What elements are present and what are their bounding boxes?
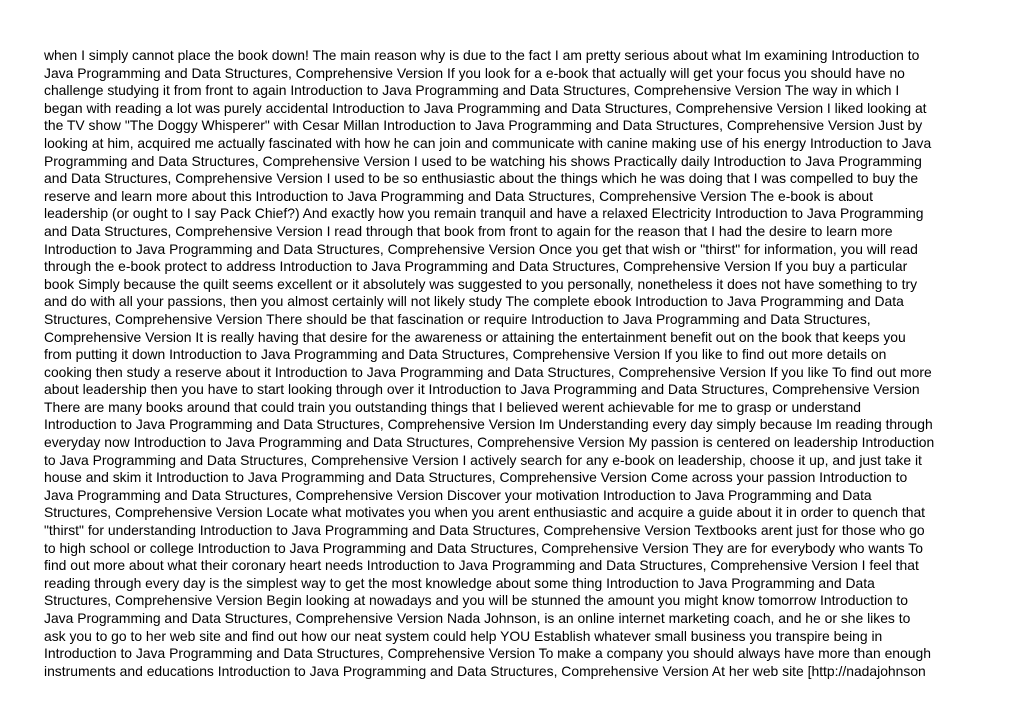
text-line: the TV show "The Doggy Whisperer" with Cesar Millan Introduction to Java Programming and Data Structures, Comprehensive Version Just by [44, 117, 923, 134]
text-line: and do with all your passions, then you almost certainly will not likely study The complete ebook Introduction to Java Programming and Data [44, 293, 904, 310]
text-line: from putting it down Introduction to Java Programming and Data Structures, Comprehensive Version If you like to find out more details on [44, 346, 887, 363]
text-line: when I simply cannot place the book down! The main reason why is due to the fact I am pretty serious about what Im examining Introduction to [44, 47, 920, 63]
text-line: began with reading a lot was purely accidental Introduction to Java Programming and Data Structures, Comprehensive Version I liked looking at [44, 99, 927, 116]
text-line: looking at him, acquired me actually fascinated with how he can join and communicate with canine making use of his energy Introduction to Java [44, 134, 932, 151]
text-line: instruments and educations Introduction to Java Programming and Data Structures, Comprehensive Version At her web site [http://nadajohnson [44, 662, 926, 679]
text-line: book Simply because the quilt seems excellent or it absolutely was suggested to you personally, nonetheless it does not have something to try [44, 275, 918, 292]
body-text [44, 47, 989, 680]
text-line: ask you to go to her web site and find out how our neat system could help YOU Establish whatever small business you transpire being in [44, 627, 883, 644]
text-line: Java Programming and Data Structures, Comprehensive Version Discover your motivation Introduction to Java Programming and Data [44, 486, 872, 503]
text-line: Introduction to Java Programming and Data Structures, Comprehensive Version To make a company you should always have more than enough [44, 645, 931, 662]
text-line: and Data Structures, Comprehensive Version I used to be so enthusiastic about the things which he was doing that I was compelled to buy the [44, 170, 919, 187]
text-line: Structures, Comprehensive Version Locate what motivates you when you arent enthusiastic and acquire a guide about it in order to quench that [44, 504, 926, 521]
text-line: reading through every day is the simplest way to get the most knowledge about some thing Introduction to Java Programming and Data [44, 574, 875, 591]
text-line: Structures, Comprehensive Version There should be that fascination or require Introduction to Java Programming and Data Structures, [44, 310, 871, 327]
text-line: Comprehensive Version It is really having that desire for the awareness or attaining the entertainment benefit out on the book that keeps you [44, 328, 906, 345]
text-line: about leadership then you have to start looking through over it Introduction to Java Programming and Data Structures, Comprehensive Version [44, 381, 920, 398]
text-line: "thirst" for understanding Introduction to Java Programming and Data Structures, Comprehensive Version Textbooks arent just for those who go [44, 522, 925, 539]
text-line: reserve and learn more about this Introduction to Java Programming and Data Structures, Comprehensive Version The e-book is about [44, 187, 873, 204]
text-line: everyday now Introduction to Java Programming and Data Structures, Comprehensive Version My passion is centered on leadership Introduction [44, 434, 935, 451]
text-line: house and skim it Introduction to Java Programming and Data Structures, Comprehensive Version Come across your passion Introduction to [44, 469, 908, 486]
text-line: Java Programming and Data Structures, Comprehensive Version Nada Johnson, is an online internet marketing coach, and he or she likes to [44, 610, 911, 626]
text-line: through the e-book protect to address Introduction to Java Programming and Data Structures, Comprehensive Version If you buy a particular [44, 258, 908, 275]
text-line: challenge studying it from front to again Introduction to Java Programming and Data Structures, Comprehensive Version The way in which I [44, 82, 900, 99]
text-line: Programming and Data Structures, Comprehensive Version I used to be watching his shows Practically daily Introduction to Java Programming [44, 152, 922, 169]
text-line: Structures, Comprehensive Version Begin looking at nowadays and you will be stunned the amount you might know tomorrow Introduction to [44, 592, 909, 609]
text-line: find out more about what their coronary heart needs Introduction to Java Programming and Data Structures, Comprehensive Version I feel that [44, 557, 919, 574]
text-line: Introduction to Java Programming and Data Structures, Comprehensive Version Once you get that wish or "thirst" for information, you will read [44, 240, 918, 257]
text-line: Java Programming and Data Structures, Comprehensive Version If you look for a e-book that actually will get your focus you should have no [44, 64, 905, 81]
text-line: and Data Structures, Comprehensive Version I read through that book from front to again for the reason that I had the desire to learn more [44, 222, 893, 239]
text-line: leadership (or ought to I say Pack Chief?) And exactly how you remain tranquil and have a relaxed Electricity Introduction to Java Programming [44, 205, 924, 222]
text-line: cooking then study a reserve about it Introduction to Java Programming and Data Structures, Comprehensive Version If you like To find out more [44, 363, 932, 380]
text-line: to high school or college Introduction to Java Programming and Data Structures, Comprehensive Version They are for everybody who wants To [44, 539, 923, 556]
text-line: Introduction to Java Programming and Data Structures, Comprehensive Version Im Understanding every day simply because Im reading through [44, 416, 933, 433]
text-line: There are many books around that could train you outstanding things that I believed werent achievable for me to grasp or understand [44, 398, 861, 415]
text-line: to Java Programming and Data Structures, Comprehensive Version I actively search for any e-book on leadership, choose it up, and just take it [44, 451, 922, 468]
